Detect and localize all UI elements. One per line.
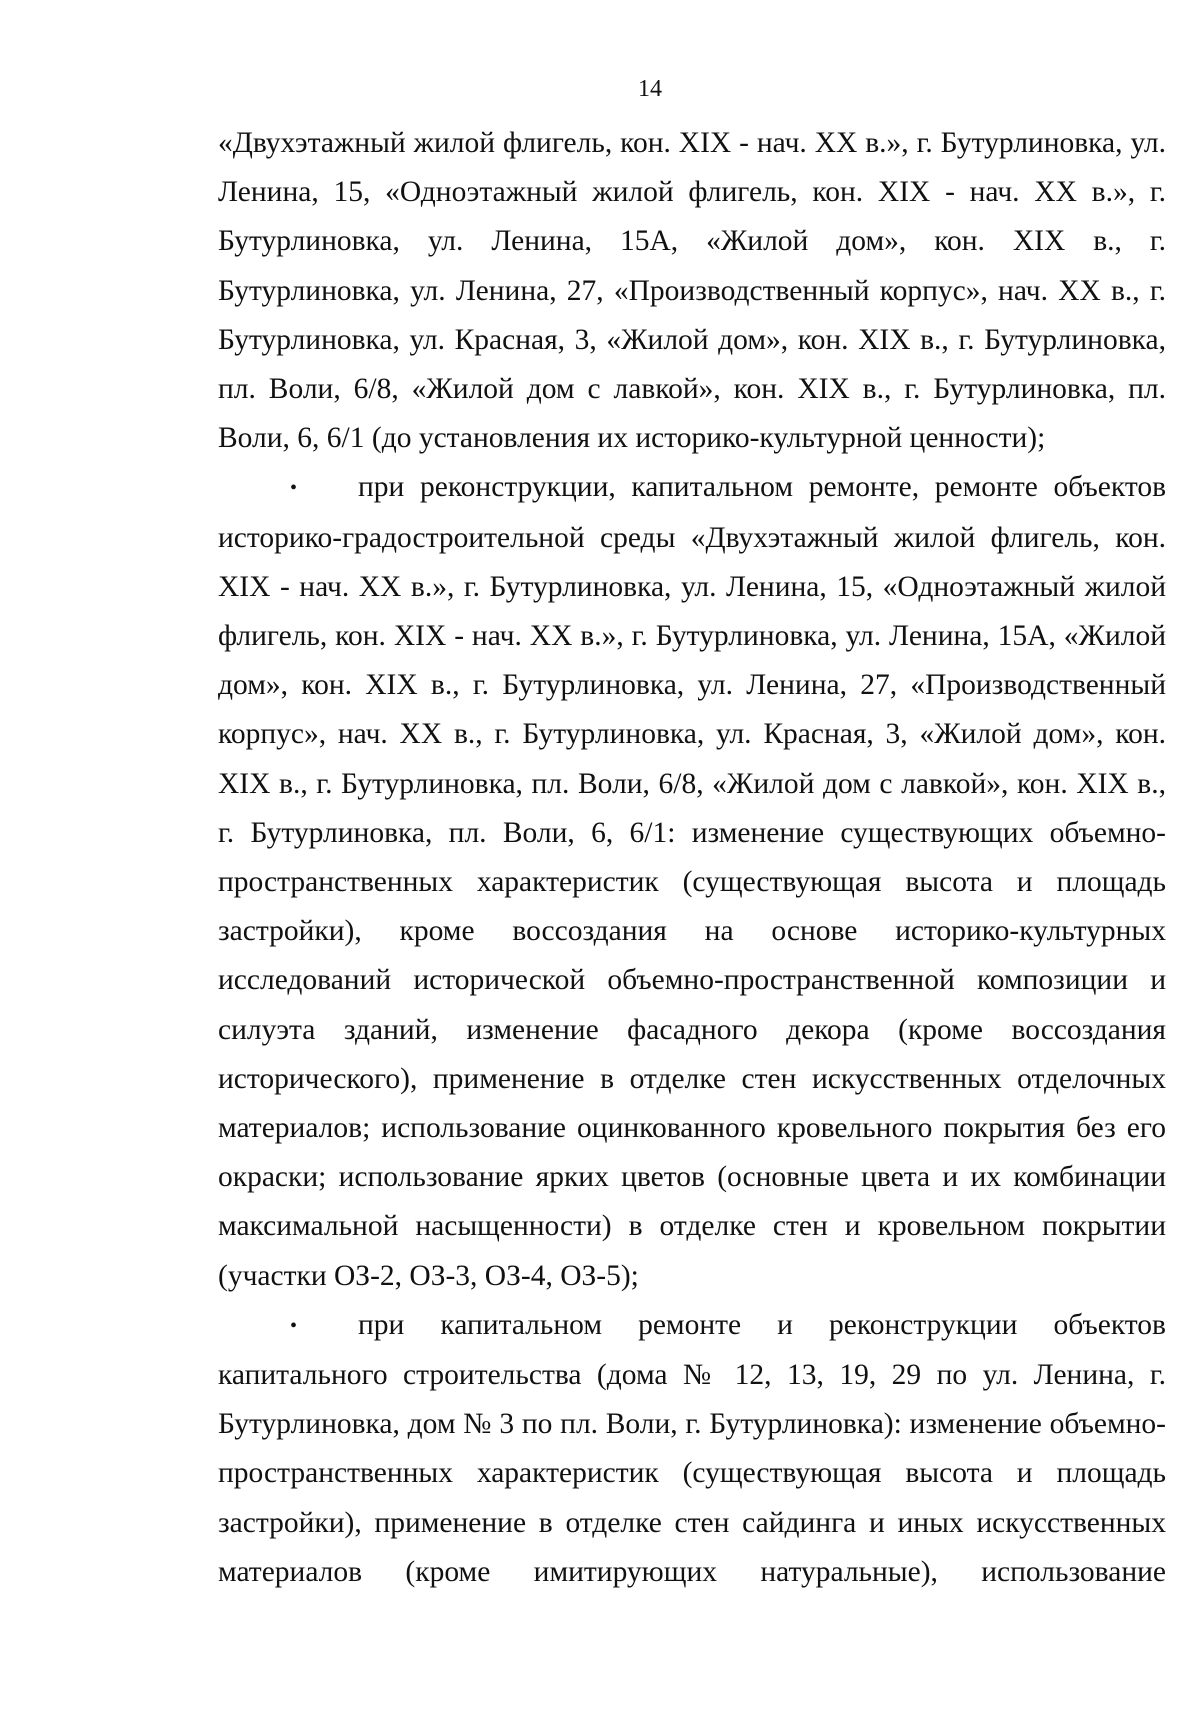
paragraph-text: при реконструкции, капитальном ремонте, ремонте объектов историко-градостроительной среды «Двухэтажный жилой флигель, кон. XIX - нач. XX в.», г. Бутурлиновка, ул. Ленина, 15, «Одноэтажный жилой флигель, кон. XIX - нач. XX в.», г. Бутурлиновка, ул. Ленина, 15А, «Жилой дом», кон. XIX в., г. Бутурлиновка, ул. Ленина, 27, «Производственный корпус», нач. XX в., г. Бутурлиновка, ул. Красная, 3, «Жилой дом», кон. XIX в., г. Бутурлиновка, пл. Воли, 6/8, «Жилой дом с лавкой», кон. XIX в., г. Бутурлиновка, пл. Воли, 6, 6/1: изменение существующих объемно-пространственных характеристик (существующая высота и площадь застройки), кроме воссоздания на основе историко-культурных исследований исторической объемно-пространственной композиции и силуэта зданий, изменение фасадного декора (кроме воссоздания исторического), применение в отделке стен искусственных отделочных материалов; использование оцинкованного кровельного покрытия без его окраски; использование ярких цветов (основные цвета и их комбинации максимальной насыщенности) в отделке стен и кровельном покрытии (участки ОЗ-2, ОЗ-3, ОЗ-4, ОЗ-5);: [218, 471, 1166, 1292]
bullet-marker: •: [290, 1314, 298, 1337]
bullet-item-reconstruction: [218, 463, 1166, 1300]
bullet-marker: •: [290, 477, 298, 500]
paragraph-continuation: [218, 119, 1166, 463]
paragraph-text: при капитальном ремонте и реконструкции объектов капитального строительства (дома № 12, 13, 19, 29 по ул. Ленина, г. Бутурлиновка, дом № 3 по пл. Воли, г. Бутурлиновка): изменение объемно-пространственных характеристик (существующая высота и площадь застройки), применение в отделке стен сайдинга и иных искусственных материалов (кроме имитирующих натуральные), использование: [218, 1308, 1166, 1588]
page-number: 14: [638, 76, 662, 102]
bullet-item-capital-repair: [218, 1301, 1166, 1597]
paragraph-text: «Двухэтажный жилой флигель, кон. XIX - нач. XX в.», г. Бутурлиновка, ул. Ленина, 15, «Одноэтажный жилой флигель, кон. XIX - нач. XX в.», г. Бутурлиновка, ул. Ленина, 15А, «Жилой дом», кон. XIX в., г. Бутурлиновка, ул. Ленина, 27, «Производственный корпус», нач. XX в., г. Бутурлиновка, ул. Красная, 3, «Жилой дом», кон. XIX в., г. Бутурлиновка, пл. Воли, 6/8, «Жилой дом с лавкой», кон. XIX в., г. Бутурлиновка, пл. Воли, 6, 6/1 (до установления их историко-культурной ценности);: [218, 127, 1166, 455]
document-body: [218, 119, 1166, 1597]
